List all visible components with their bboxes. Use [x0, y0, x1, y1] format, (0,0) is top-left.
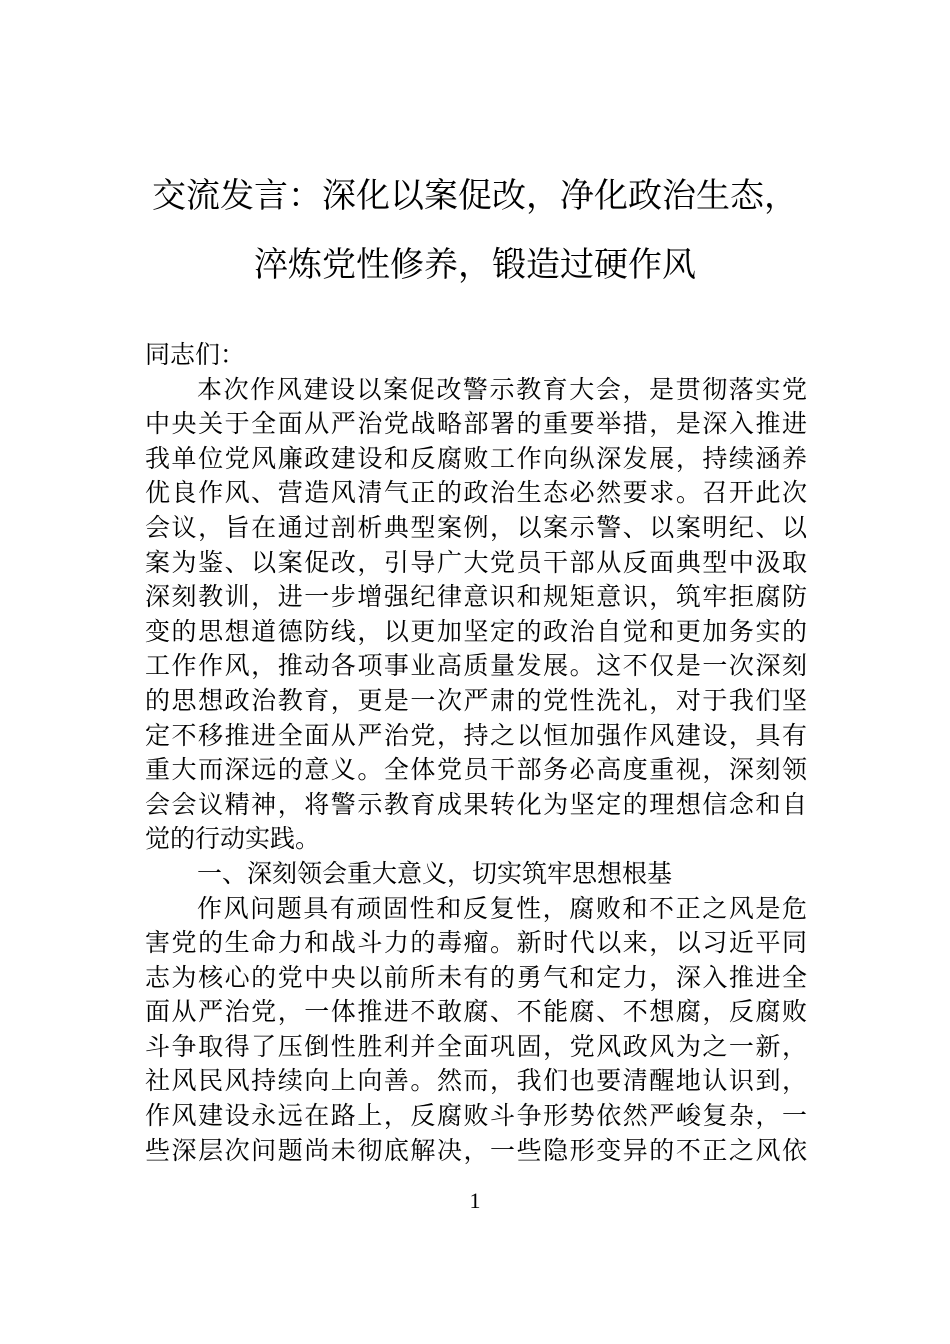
text-line: 面从严治党，一体推进不敢腐、不能腐、不想腐，反腐败	[145, 997, 807, 1027]
text-line: 志为核心的党中央以前所未有的勇气和定力，深入推进全	[145, 962, 807, 992]
paragraphs	[145, 373, 807, 1169]
paragraph	[145, 373, 807, 857]
text-line: 我单位党风廉政建设和反腐败工作向纵深发展，持续涵养	[145, 443, 807, 473]
text-line: 优良作风、营造风清气正的政治生态必然要求。召开此次	[145, 478, 807, 508]
paragraph	[145, 892, 807, 1169]
salutation: 同志们：	[145, 340, 246, 369]
text-line: 作风建设永远在路上，反腐败斗争形势依然严峻复杂，一	[145, 1101, 807, 1131]
document-title-line-1: 交流发言：深化以案促改，净化政治生态，	[152, 176, 798, 216]
text-line: 会议，旨在通过剖析典型案例，以案示警、以案明纪、以	[145, 512, 807, 542]
text-line: 害党的生命力和战斗力的毒瘤。新时代以来，以习近平同	[145, 928, 807, 958]
text-line: 深刻教训，进一步增强纪律意识和规矩意识，筑牢拒腐防	[145, 582, 807, 612]
section-heading	[145, 857, 807, 892]
text-line: 变的思想道德防线，以更加坚定的政治自觉和更加务实的	[145, 616, 807, 646]
text-line: 斗争取得了压倒性胜利并全面巩固，党风政风为之一新，	[145, 1031, 807, 1061]
text-line: 一、深刻领会重大意义，切实筑牢思想根基	[197, 858, 673, 888]
text-line: 的思想政治教育，更是一次严肃的党性洗礼，对于我们坚	[145, 685, 807, 715]
text-line: 中央关于全面从严治党战略部署的重要举措，是深入推进	[145, 409, 807, 439]
text-line: 觉的行动实践。	[145, 824, 321, 854]
document-body	[145, 338, 807, 1168]
text-line: 会会议精神，将警示教育成果转化为坚定的理想信念和自	[145, 789, 807, 819]
document-title-line-2: 淬炼党性修养，锻造过硬作风	[254, 245, 696, 285]
text-line: 作风问题具有顽固性和反复性，腐败和不正之风是危	[197, 893, 807, 923]
text-line: 案为鉴、以案促改，引导广大党员干部从反面典型中汲取	[145, 547, 807, 577]
text-line: 重大而深远的意义。全体党员干部务必高度重视，深刻领	[145, 755, 807, 785]
text-line: 本次作风建设以案促改警示教育大会，是贯彻落实党	[197, 374, 807, 404]
page-number: 1	[469, 1188, 481, 1213]
text-line: 工作作风，推动各项事业高质量发展。这不仅是一次深刻	[145, 651, 807, 681]
text-line: 社风民风持续向上向善。然而，我们也要清醒地认识到，	[145, 1066, 807, 1096]
text-line: 些深层次问题尚未彻底解决，一些隐形变异的不正之风依	[145, 1135, 807, 1165]
text-line: 定不移推进全面从严治党，持之以恒加强作风建设，具有	[145, 720, 807, 750]
